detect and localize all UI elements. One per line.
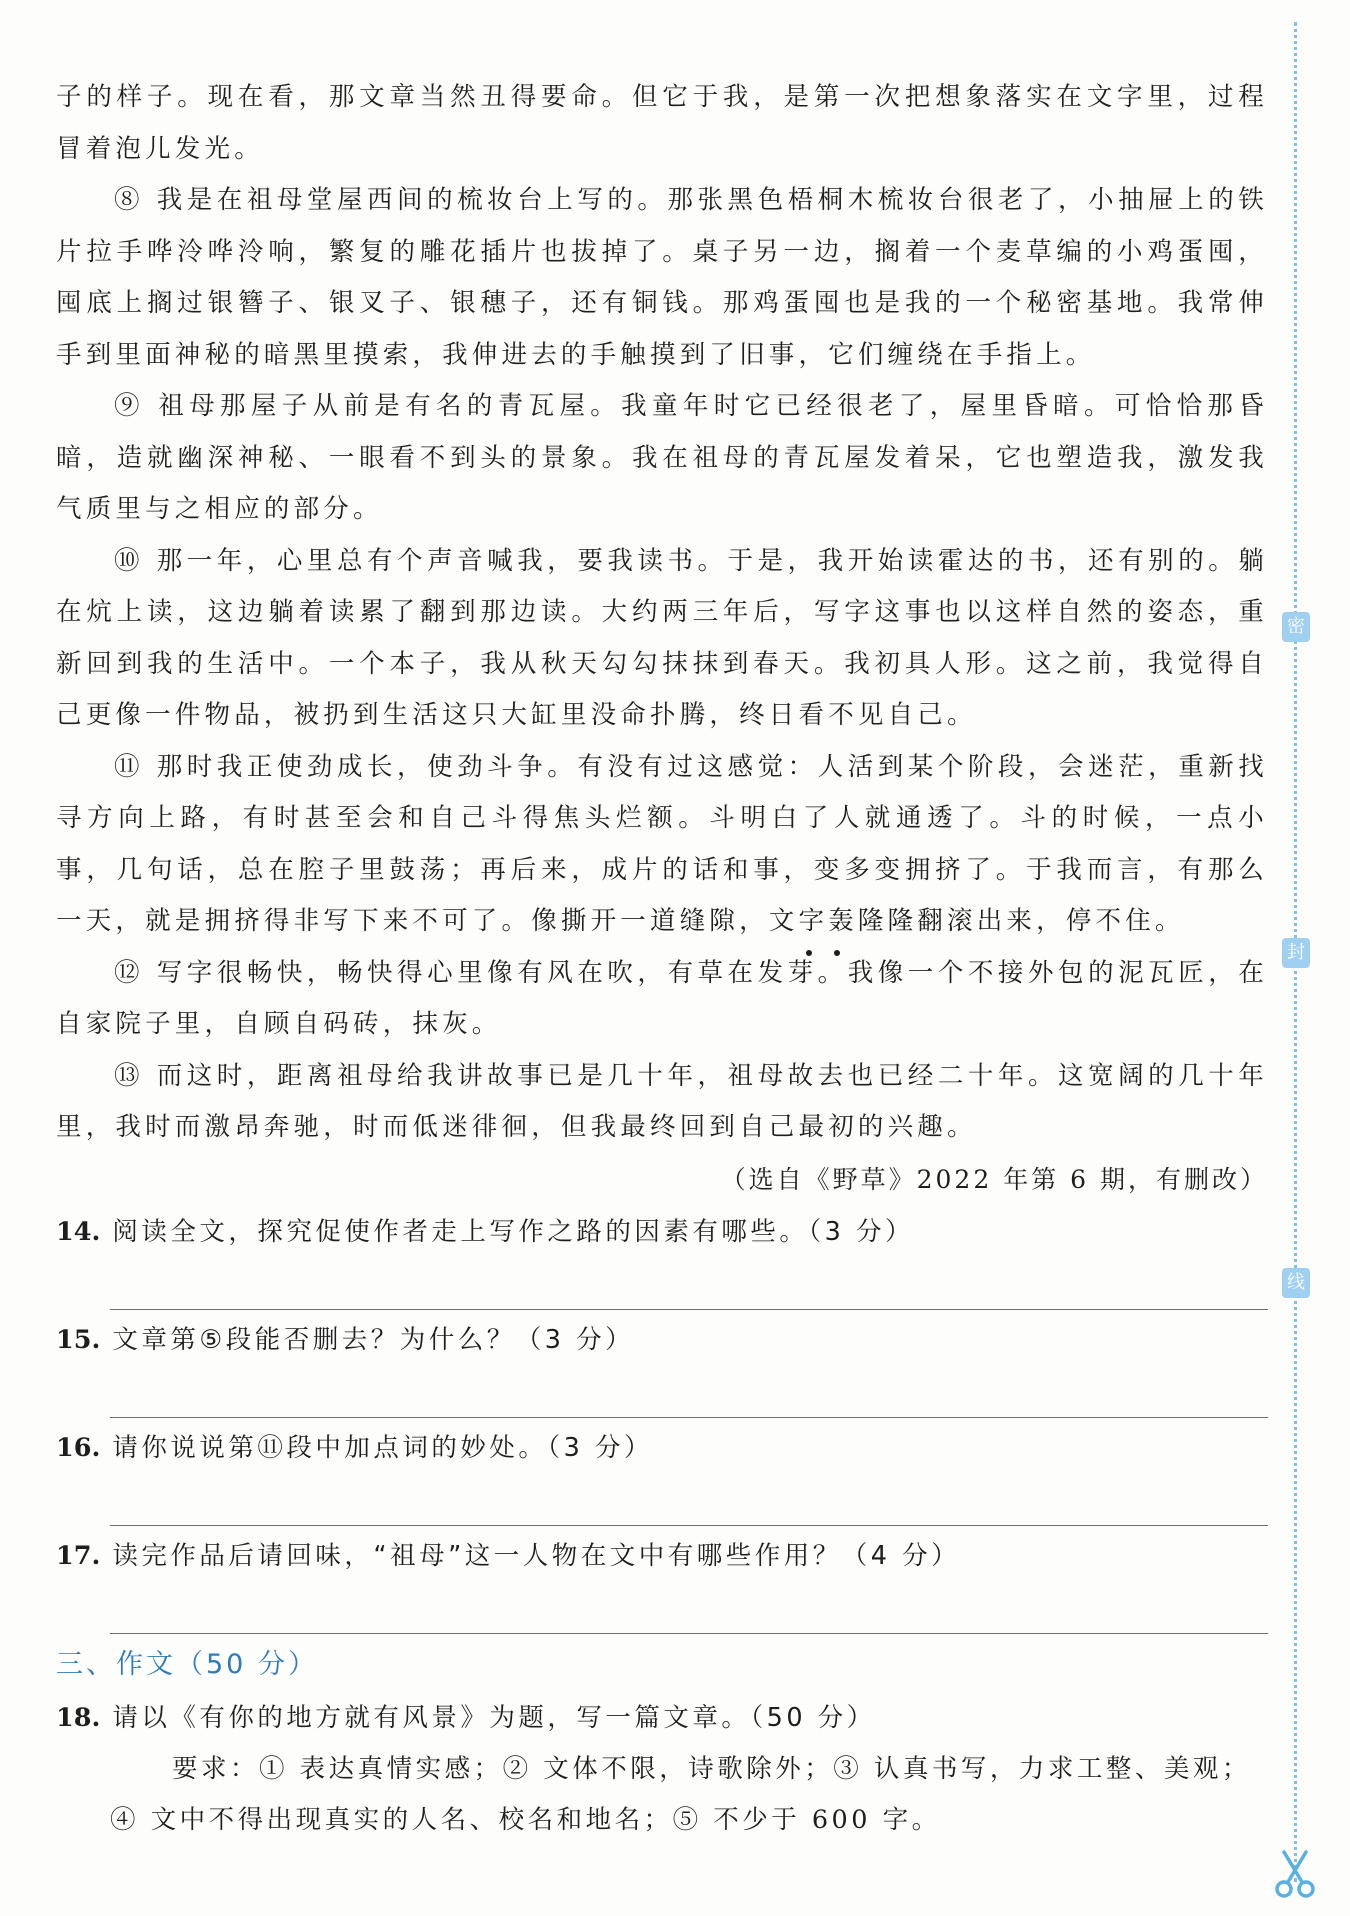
paragraph-12: ⑫ 写字很畅快，畅快得心里像有风在吹，有草在发芽。我像一个不接外包的泥瓦匠，在自家院子里，自顾自码砖，抹灰。 xyxy=(56,957,1268,1039)
paragraph-10: ⑩ 那一年，心里总有个声音喊我，要我读书。于是，我开始读霍达的书，还有别的。躺在炕上读，这边躺着读累了翻到那边读。大约两三年后，写字这事也以这样自然的姿态，重新回到我的生活中。一个本子，我从秋天勾勾抹抹到春天。我初具人形。这之前，我觉得自己更像一件物品，被扔到生活这只大缸里没命扑腾，终日看不见自己。 xyxy=(56,545,1268,730)
question-text: 请你说说第⑪段中加点词的妙处。（3 分） xyxy=(112,1432,653,1463)
essay-prompt: 请以《有你的地方就有风景》为题，写一篇文章。（50 分） xyxy=(112,1702,876,1733)
reading-passage xyxy=(56,72,1268,1846)
section-title: 三、作文 xyxy=(56,1648,176,1680)
binding-tag-seal-2: 封 xyxy=(1282,938,1310,968)
answer-line-15[interactable] xyxy=(110,1366,1268,1418)
question-number: 15. xyxy=(56,1324,101,1355)
question-number: 16. xyxy=(56,1432,101,1463)
essay-requirements-line-1: 要求：① 表达真情实感；② 文体不限，诗歌除外；③ 认真书写，力求工整、美观； xyxy=(172,1753,1251,1784)
section-score: （50 分） xyxy=(176,1648,318,1680)
binding-tag-line: 线 xyxy=(1282,1268,1310,1298)
question-15 xyxy=(56,1314,1268,1366)
paragraph-11: ⑪ 那时我正使劲成长，使劲斗争。有没有过这感觉：人活到某个阶段，会迷茫，重新找寻方向上路，有时甚至会和自己斗得焦头烂额。斗明白了人就通透了。斗的时候，一点小事，几句话，总在腔子里鼓荡；再后来，成片的话和事，变多变拥挤了。于我而言，有那么一天，就是拥挤得非写下来不可了。像撕开一道缝隙，文字轰隆隆翻滚出来，停不住。 xyxy=(56,751,1268,936)
question-number: 18. xyxy=(56,1702,101,1733)
scissors-icon xyxy=(1270,1848,1320,1900)
question-17 xyxy=(56,1530,1268,1582)
question-text: 文章第⑤段能否删去？为什么？（3 分） xyxy=(112,1324,635,1355)
source-citation: （选自《野草》2022 年第 6 期，有删改） xyxy=(720,1164,1268,1194)
question-14 xyxy=(56,1206,1268,1258)
essay-requirements-line-2: ④ 文中不得出现真实的人名、校名和地名；⑤ 不少于 600 字。 xyxy=(110,1804,941,1835)
question-16 xyxy=(56,1422,1268,1474)
question-number: 14. xyxy=(56,1216,101,1247)
question-text: 读完作品后请回味，“祖母”这一人物在文中有哪些作用？（4 分） xyxy=(112,1540,961,1571)
answer-line-16[interactable] xyxy=(110,1474,1268,1526)
paragraph-9: ⑨ 祖母那屋子从前是有名的青瓦屋。我童年时它已经很老了，屋里昏暗。可恰恰那昏暗，造就幽深神秘、一眼看不到头的景象。我在祖母的青瓦屋发着呆，它也塑造我，激发我气质里与之相应的部分。 xyxy=(56,391,1268,524)
binding-tag-seal: 密 xyxy=(1282,612,1310,642)
emphasis-dot xyxy=(806,950,812,956)
answer-line-17[interactable] xyxy=(110,1582,1268,1634)
emphasis-dot xyxy=(834,950,840,956)
answer-line-14[interactable] xyxy=(110,1258,1268,1310)
question-text: 阅读全文，探究促使作者走上写作之路的因素有哪些。（3 分） xyxy=(112,1216,914,1247)
paragraph-8: ⑧ 我是在祖母堂屋西间的梳妆台上写的。那张黑色梧桐木梳妆台很老了，小抽屉上的铁片拉手哗泠哗泠响，繁复的雕花插片也拔掉了。桌子另一边，搁着一个麦草编的小鸡蛋囤，囤底上搁过银簪子、银叉子、银穗子，还有铜钱。那鸡蛋囤也是我的一个秘密基地。我常伸手到里面神秘的暗黑里摸索，我伸进去的手触摸到了旧事，它们缠绕在手指上。 xyxy=(56,185,1268,370)
paragraph-13: ⑬ 而这时，距离祖母给我讲故事已是几十年，祖母故去也已经二十年。这宽阔的几十年里，我时而激昂奔驰，时而低迷徘徊，但我最终回到自己最初的兴趣。 xyxy=(56,1060,1268,1142)
question-number: 17. xyxy=(56,1540,101,1571)
question-18 xyxy=(56,1692,1268,1744)
paragraph-7-continued: 子的样子。现在看，那文章当然丑得要命。但它于我，是第一次把想象落实在文字里，过程冒着泡儿发光。 xyxy=(56,82,1268,164)
section-heading-essay xyxy=(56,1638,1268,1692)
